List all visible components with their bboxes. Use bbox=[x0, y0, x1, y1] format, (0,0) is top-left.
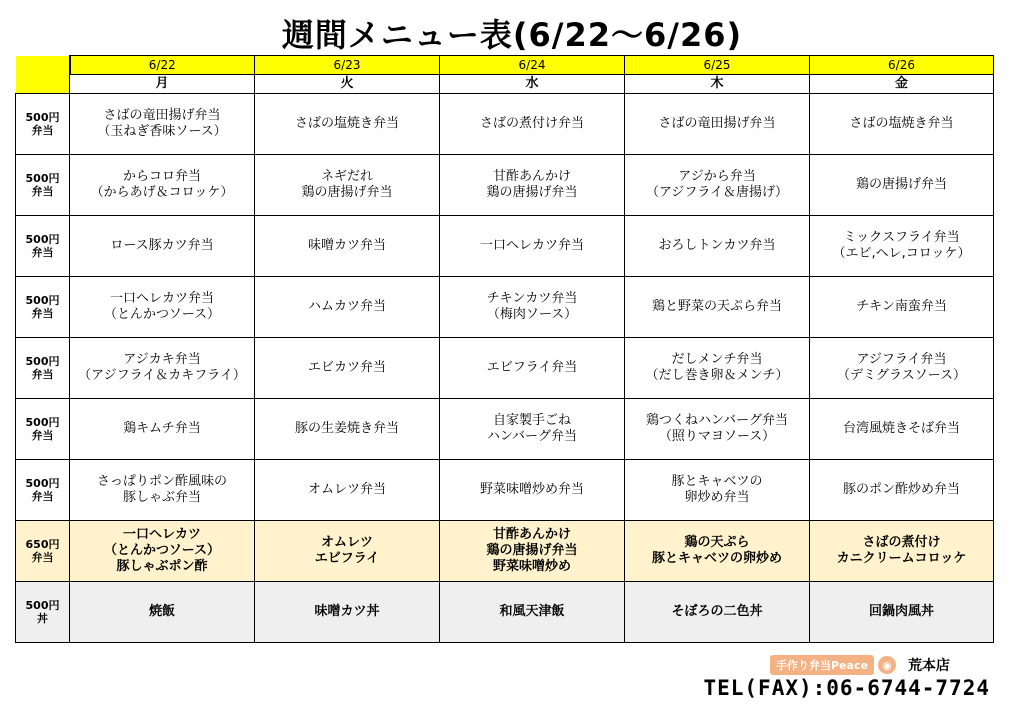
weekday-header-row bbox=[16, 75, 994, 94]
menu-row bbox=[16, 155, 994, 216]
menu-item-line: （アジフライ＆カキフライ） bbox=[78, 368, 246, 383]
price-label: 弁当 bbox=[31, 429, 54, 442]
menu-item-cell bbox=[625, 460, 810, 521]
menu-item-cell bbox=[255, 155, 440, 216]
menu-item-line: さばの塩焼き弁当 bbox=[849, 116, 954, 131]
menu-item-line: 鶏の唐揚げ弁当 bbox=[486, 185, 578, 200]
menu-row bbox=[16, 216, 994, 277]
menu-item-line: 甘酢あんかけ bbox=[492, 169, 571, 184]
menu-item-line: （デミグラスソース） bbox=[837, 368, 966, 383]
weekday-cell: 金 bbox=[810, 75, 994, 94]
menu-item-cell bbox=[70, 582, 255, 643]
menu-item-line: （からあげ＆コロッケ） bbox=[90, 185, 234, 200]
date-cell: 6/25 bbox=[625, 56, 810, 75]
menu-item-cell bbox=[810, 216, 994, 277]
menu-item-cell bbox=[70, 460, 255, 521]
date-cell: 6/23 bbox=[255, 56, 440, 75]
menu-item-cell bbox=[810, 338, 994, 399]
price-cell bbox=[16, 582, 70, 643]
menu-item-cell bbox=[810, 521, 994, 582]
menu-item-line: 甘酢あんかけ bbox=[492, 527, 571, 542]
menu-item-cell bbox=[440, 94, 625, 155]
price-label: 弁当 bbox=[31, 368, 54, 381]
menu-item-line: さばの竜田揚げ弁当 bbox=[658, 116, 776, 131]
menu-item-line: 豚とキャベツの bbox=[671, 474, 763, 489]
menu-item-line: からコロ弁当 bbox=[122, 169, 201, 184]
price-label: 弁当 bbox=[31, 185, 54, 198]
menu-item-cell bbox=[625, 155, 810, 216]
menu-item-cell bbox=[70, 155, 255, 216]
price-label: 500円 bbox=[25, 355, 60, 368]
menu-item-line: 一口ヘレカツ弁当 bbox=[109, 291, 214, 306]
menu-item-line: 一口ヘレカツ弁当 bbox=[479, 238, 584, 253]
menu-item-line: さっぱりポン酢風味の bbox=[96, 474, 227, 489]
menu-item-line: 野菜味噌炒め bbox=[492, 559, 571, 574]
menu-item-line: アジカキ弁当 bbox=[123, 352, 201, 367]
menu-row bbox=[16, 277, 994, 338]
menu-item-line: ロース豚カツ弁当 bbox=[110, 238, 214, 253]
menu-item-cell bbox=[255, 460, 440, 521]
menu-item-line: （エビ,ヘレ,コロッケ） bbox=[832, 246, 971, 261]
menu-item-cell bbox=[625, 94, 810, 155]
menu-item-cell bbox=[625, 216, 810, 277]
menu-item-cell bbox=[70, 277, 255, 338]
menu-item-line: （とんかつソース） bbox=[103, 307, 221, 322]
menu-item-line: さばの塩焼き弁当 bbox=[294, 116, 399, 131]
menu-item-line: 鶏の天ぷら bbox=[684, 535, 750, 550]
price-label: 500円 bbox=[25, 111, 60, 124]
menu-item-line: 鶏つくねハンバーグ弁当 bbox=[645, 413, 789, 428]
menu-row bbox=[16, 338, 994, 399]
special-menu-row bbox=[16, 521, 994, 582]
menu-item-line: 豚のポン酢炒め弁当 bbox=[842, 482, 960, 497]
price-cell bbox=[16, 94, 70, 155]
menu-item-line: アジから弁当 bbox=[678, 169, 756, 184]
price-label: 500円 bbox=[25, 294, 60, 307]
bento-icon: ◉ bbox=[878, 656, 896, 674]
menu-item-cell bbox=[255, 582, 440, 643]
menu-item-line: 自家製手ごね bbox=[492, 413, 571, 428]
menu-item-cell bbox=[440, 399, 625, 460]
menu-item-line: 豚しゃぶポン酢 bbox=[116, 559, 208, 574]
price-label: 500円 bbox=[25, 233, 60, 246]
price-label: 500円 bbox=[25, 477, 60, 490]
menu-item-cell bbox=[810, 94, 994, 155]
menu-item-cell bbox=[70, 521, 255, 582]
menu-item-line: 豚の生姜焼き弁当 bbox=[294, 421, 399, 436]
weekday-cell: 火 bbox=[255, 75, 440, 94]
menu-item-line: 鶏と野菜の天ぷら弁当 bbox=[651, 299, 782, 314]
menu-item-cell bbox=[440, 277, 625, 338]
menu-item-cell bbox=[255, 521, 440, 582]
price-label: 500円 bbox=[25, 599, 60, 612]
menu-item-line: （梅肉ソース） bbox=[486, 307, 578, 322]
price-cell bbox=[16, 277, 70, 338]
menu-item-line: 味噌カツ弁当 bbox=[307, 238, 386, 253]
price-label: 弁当 bbox=[31, 246, 54, 259]
menu-item-line: （照りマヨソース） bbox=[658, 429, 776, 444]
corner-cell bbox=[16, 56, 70, 94]
menu-item-cell bbox=[625, 582, 810, 643]
menu-item-line: チキンカツ弁当 bbox=[486, 291, 578, 306]
page-title: 週間メニュー表(6/22～6/26) bbox=[281, 16, 743, 54]
menu-item-cell bbox=[70, 94, 255, 155]
price-label: 弁当 bbox=[31, 307, 54, 320]
price-cell bbox=[16, 521, 70, 582]
menu-item-cell bbox=[255, 277, 440, 338]
weekday-cell: 月 bbox=[70, 75, 255, 94]
menu-item-line: 回鍋肉風丼 bbox=[868, 604, 934, 619]
menu-item-line: （とんかつソース） bbox=[103, 543, 221, 558]
donburi-menu-row bbox=[16, 582, 994, 643]
menu-row bbox=[16, 94, 994, 155]
menu-item-line: おろしトンカツ弁当 bbox=[658, 238, 776, 253]
menu-item-cell bbox=[255, 399, 440, 460]
menu-item-line: エビカツ弁当 bbox=[307, 360, 386, 375]
date-header-row bbox=[16, 56, 994, 75]
menu-item-line: 台湾風焼きそば弁当 bbox=[842, 421, 960, 436]
menu-row bbox=[16, 399, 994, 460]
price-label: 弁当 bbox=[31, 551, 54, 564]
price-cell bbox=[16, 399, 70, 460]
menu-item-cell bbox=[810, 460, 994, 521]
menu-item-line: だしメンチ弁当 bbox=[671, 352, 763, 367]
price-label: 650円 bbox=[25, 538, 60, 551]
menu-item-line: （だし巻き卵＆メンチ） bbox=[645, 368, 789, 383]
price-label: 丼 bbox=[37, 612, 48, 625]
date-cell: 6/22 bbox=[70, 56, 255, 75]
menu-item-cell bbox=[440, 521, 625, 582]
menu-item-line: さばの煮付け弁当 bbox=[479, 116, 584, 131]
menu-item-line: さばの煮付け bbox=[862, 535, 941, 550]
price-label: 弁当 bbox=[31, 124, 54, 137]
telephone-number: TEL(FAX):06-6744-7724 bbox=[703, 676, 990, 700]
weekday-cell: 木 bbox=[625, 75, 810, 94]
menu-item-cell bbox=[70, 338, 255, 399]
menu-item-line: 和風天津飯 bbox=[499, 604, 565, 619]
brand-area bbox=[770, 655, 950, 675]
price-cell bbox=[16, 338, 70, 399]
price-cell bbox=[16, 155, 70, 216]
menu-item-line: そぼろの二色丼 bbox=[671, 604, 763, 619]
menu-item-line: 鶏の唐揚げ弁当 bbox=[855, 177, 947, 192]
menu-item-line: オムレツ bbox=[320, 535, 373, 550]
menu-item-line: 一口ヘレカツ bbox=[122, 527, 201, 542]
menu-item-cell bbox=[255, 94, 440, 155]
date-cell: 6/26 bbox=[810, 56, 994, 75]
menu-item-cell bbox=[810, 155, 994, 216]
menu-item-line: （玉ねぎ香味ソース） bbox=[97, 124, 227, 139]
menu-item-line: エビフライ弁当 bbox=[486, 360, 578, 375]
menu-item-line: ハンバーグ弁当 bbox=[486, 429, 578, 444]
menu-item-cell bbox=[625, 338, 810, 399]
weekday-cell: 水 bbox=[440, 75, 625, 94]
price-cell bbox=[16, 460, 70, 521]
menu-item-line: 鶏の唐揚げ弁当 bbox=[301, 185, 393, 200]
menu-item-cell bbox=[70, 399, 255, 460]
menu-item-cell bbox=[625, 521, 810, 582]
menu-item-line: カニクリームコロッケ bbox=[836, 551, 967, 566]
price-label: 500円 bbox=[25, 172, 60, 185]
menu-item-cell bbox=[440, 216, 625, 277]
menu-item-line: ネギだれ bbox=[320, 169, 373, 184]
menu-item-line: 味噌カツ丼 bbox=[314, 604, 380, 619]
menu-item-line: 豚とキャベツの卵炒め bbox=[651, 551, 782, 566]
price-cell bbox=[16, 216, 70, 277]
menu-item-line: （アジフライ＆唐揚げ） bbox=[645, 185, 789, 200]
menu-item-line: 豚しゃぶ弁当 bbox=[122, 490, 201, 505]
menu-item-cell bbox=[255, 338, 440, 399]
price-label: 500円 bbox=[25, 416, 60, 429]
store-name: 荒本店 bbox=[907, 658, 950, 674]
menu-item-line: 卵炒め弁当 bbox=[684, 490, 750, 505]
menu-item-cell bbox=[70, 216, 255, 277]
menu-item-cell bbox=[625, 277, 810, 338]
menu-item-cell bbox=[810, 277, 994, 338]
price-label: 弁当 bbox=[31, 490, 54, 503]
menu-item-cell bbox=[440, 338, 625, 399]
menu-item-line: ミックスフライ弁当 bbox=[843, 230, 960, 245]
menu-item-cell bbox=[810, 582, 994, 643]
menu-item-line: チキン南蛮弁当 bbox=[856, 299, 947, 314]
menu-item-line: 野菜味噌炒め弁当 bbox=[479, 482, 584, 497]
menu-item-line: 焼飯 bbox=[148, 604, 175, 619]
menu-item-line: アジフライ弁当 bbox=[856, 352, 947, 367]
menu-item-cell bbox=[440, 460, 625, 521]
menu-item-cell bbox=[440, 582, 625, 643]
date-cell: 6/24 bbox=[440, 56, 625, 75]
menu-item-line: さばの竜田揚げ弁当 bbox=[103, 108, 221, 123]
menu-item-cell bbox=[255, 216, 440, 277]
menu-item-cell bbox=[440, 155, 625, 216]
menu-item-line: エビフライ bbox=[314, 551, 380, 566]
menu-row bbox=[16, 460, 994, 521]
weekly-menu-table bbox=[15, 55, 994, 643]
menu-item-cell bbox=[810, 399, 994, 460]
menu-item-line: ハムカツ弁当 bbox=[307, 299, 386, 314]
menu-item-cell bbox=[625, 399, 810, 460]
brand-logo: 手作り弁当Peace bbox=[770, 655, 874, 675]
menu-item-line: オムレツ弁当 bbox=[307, 482, 386, 497]
menu-item-line: 鶏の唐揚げ弁当 bbox=[486, 543, 578, 558]
menu-item-line: 鶏キムチ弁当 bbox=[123, 421, 201, 436]
